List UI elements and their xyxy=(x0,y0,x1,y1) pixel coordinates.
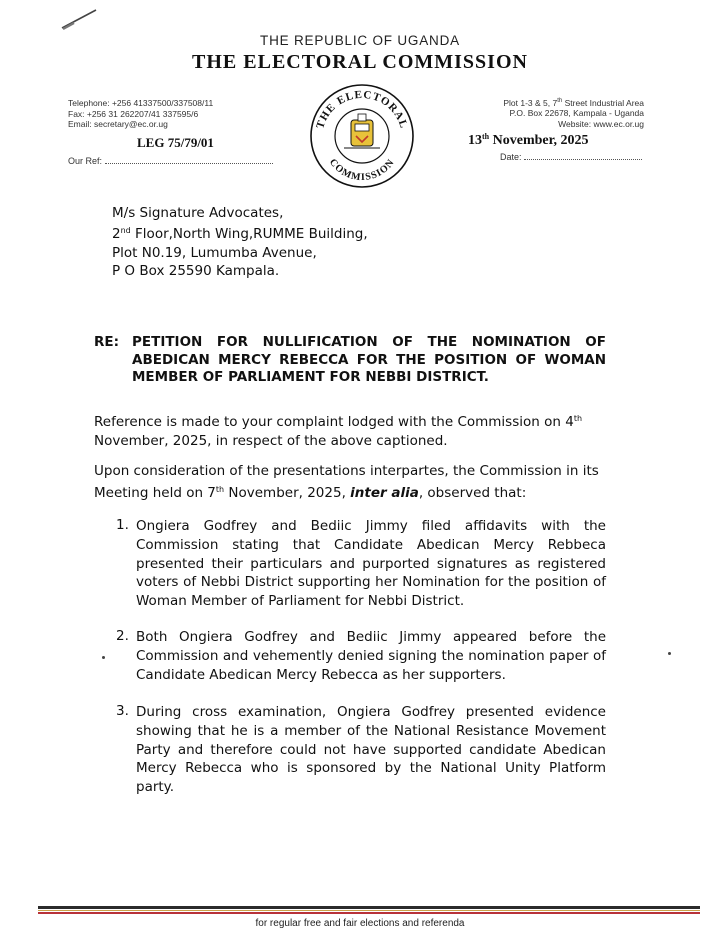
addressee-line2: 2nd Floor,North Wing,RUMME Building, xyxy=(112,226,368,243)
date-field xyxy=(500,152,642,162)
telephone-line: Telephone: +256 41337500/337508/11 xyxy=(68,98,214,108)
seal-top-text: THE ELECTORAL xyxy=(314,88,410,131)
address-line1: Plot 1-3 & 5, 7th Street Industrial Area xyxy=(503,97,644,108)
svg-text:COMMISSION xyxy=(327,157,397,183)
addressee-line4: P O Box 25590 Kampala. xyxy=(112,262,280,279)
list-item: Ongiera Godfrey and Bediic Jimmy filed affidavits with the Commission stating that Candidate Abedican Mercy Rebbeca presented their particulars and purported signatures as registered voters of Nebbi District supporting her Nomination for the position of Woman Member of Parliament for Nebbi District. xyxy=(136,518,606,610)
fax-line: Fax: +256 31 262207/41 337595/6 xyxy=(68,108,199,119)
reference-number: LEG 75/79/01 xyxy=(137,135,214,150)
scan-speck xyxy=(102,656,105,659)
list-item-number: 1. xyxy=(116,517,129,533)
pen-stroke-mark xyxy=(60,6,100,32)
date-dotted-line xyxy=(524,153,642,160)
our-ref-field xyxy=(68,156,273,166)
letter-date: 13th November, 2025 xyxy=(468,132,589,148)
date-label: Date: xyxy=(500,152,522,162)
address-line2: P.O. Box 22678, Kampala - Uganda xyxy=(509,108,644,119)
our-ref-label: Our Ref: xyxy=(68,156,103,166)
commission-seal xyxy=(308,82,416,190)
subject-line: PETITION FOR NULLIFICATION OF THE NOMINATION OF ABEDICAN MERCY REBECCA FOR THE POSITION OF WOMAN MEMBER OF PARLIAMENT FOR NEBBI DISTRICT. xyxy=(132,334,606,385)
commission-title: THE ELECTORAL COMMISSION xyxy=(192,51,528,73)
seal-bottom-text: COMMISSION xyxy=(326,156,398,184)
scan-speck xyxy=(668,652,671,655)
addressee-line3: Plot N0.19, Lumumba Avenue, xyxy=(112,244,317,261)
website-line: Website: www.ec.or.ug xyxy=(558,118,644,129)
list-item-number: 3. xyxy=(116,703,129,719)
consideration-paragraph: Upon consideration of the presentations interpartes, the Commission in its Meeting held on 7th November, 2025, inter alia, observed that: xyxy=(94,463,599,501)
reference-paragraph: Reference is made to your complaint lodged with the Commission on 4th November, 2025, in respect of the above captioned. xyxy=(94,414,583,449)
republic-heading: THE REPUBLIC OF UGANDA xyxy=(260,33,460,48)
address-block xyxy=(503,96,644,129)
footer-rule xyxy=(38,906,700,914)
footer-motto: for regular free and fair elections and referenda xyxy=(255,918,465,929)
subject-label: RE: xyxy=(94,334,120,350)
list-item-number: 2. xyxy=(116,628,129,644)
our-ref-dotted-line xyxy=(105,157,273,164)
seal-emblem xyxy=(344,114,380,148)
list-item: Both Ongiera Godfrey and Bediic Jimmy appeared before the Commission and vehemently denied signing the nomination paper of Candidate Abedican Mercy Rebecca as her supporters. xyxy=(136,629,606,683)
addressee-line1: M/s Signature Advocates, xyxy=(112,205,284,221)
contact-block xyxy=(68,98,213,130)
email-line: Email: secretary@ec.or.ug xyxy=(68,119,168,129)
list-item: During cross examination, Ongiera Godfrey presented evidence showing that he is a member of the National Resistance Movement Party and therefore could not have supported candidate Abedican Mercy Rebecca who is sponsored by the National Unity Platform party. xyxy=(136,704,606,796)
addressee-block xyxy=(112,204,368,280)
seal-ballot-paper xyxy=(358,114,366,121)
